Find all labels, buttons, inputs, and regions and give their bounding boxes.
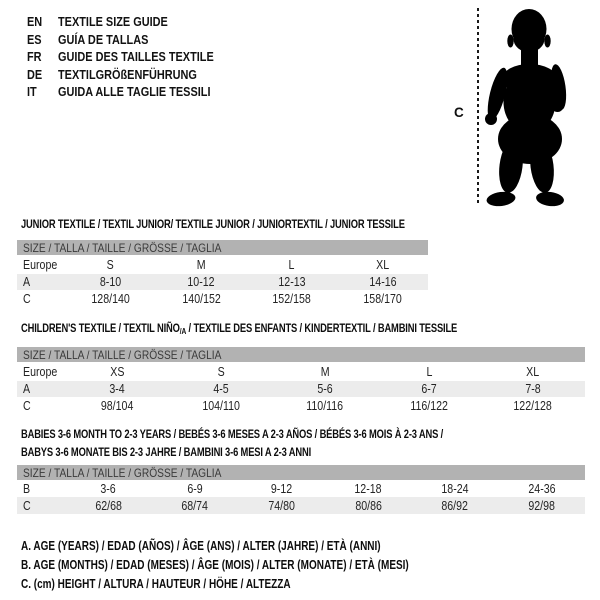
value-cell: 7-8 (525, 382, 541, 396)
row-label: A (23, 275, 31, 289)
value-cell: 14-16 (369, 275, 397, 289)
lang-code: IT (27, 84, 37, 100)
value-cell: 116/122 (410, 399, 448, 413)
toddler-silhouette-icon (478, 6, 570, 208)
size-cell: S (106, 257, 114, 272)
row-label: C (23, 498, 31, 513)
size-header-bar: SIZE / TALLA / TAILLE / GRÖSSE / TAGLIA (17, 240, 428, 255)
lang-code: ES (27, 31, 42, 47)
size-cell: XL (376, 257, 390, 272)
row-label: B (23, 481, 31, 496)
size-cell: M (196, 257, 206, 272)
lang-label: GUÍA DE TALLAS (58, 31, 149, 47)
subscript-a: /A (179, 326, 187, 336)
lang-code: DE (27, 66, 43, 82)
value-cell: 12-18 (354, 481, 382, 496)
table-row-age (17, 381, 585, 397)
babies-size-table (17, 465, 585, 514)
lang-label: GUIDA ALLE TAGLIE TESSILI (58, 84, 211, 100)
lang-code: EN (27, 14, 43, 30)
babies-table-title: BABIES 3-6 MONTH TO 2-3 YEARS / BEBÉS 3-6 MESES A 2-3 AÑOS / BÉBÉS 3-6 MOIS À 2-3 ANS / BABYS 3-6 MONATE BIS 2-3 JAHRE / BAMBINI 3-6 MESI A 2-3 ANNI (21, 427, 444, 459)
value-cell: 86/92 (441, 498, 469, 513)
value-cell: 152/158 (272, 292, 312, 306)
value-cell: 18-24 (441, 481, 469, 496)
value-cell: 122/128 (513, 399, 553, 413)
value-cell: 74/80 (268, 498, 295, 513)
size-header-bar: SIZE / TALLA / TAILLE / GRÖSSE / TAGLIA (17, 347, 585, 362)
legend-notes (21, 536, 506, 594)
lang-row-es (27, 31, 243, 49)
lang-label: GUIDE DES TAILLES TEXTILE (58, 49, 214, 65)
size-cell: S (217, 364, 225, 379)
lang-label: TEXTILE SIZE GUIDE (58, 14, 168, 30)
size-cell: L (288, 257, 295, 272)
value-cell: 8-10 (99, 275, 122, 289)
row-label: Europe (23, 257, 58, 272)
lang-row-en (27, 13, 243, 31)
value-cell: 24-36 (528, 481, 556, 496)
value-cell: 10-12 (187, 275, 215, 289)
children-table-title: CHILDREN'S TEXTILE / TEXTIL NIÑO/A / TEXTILE DES ENFANTS / KINDERTEXTIL / BAMBINI TESSILE (21, 321, 458, 336)
table-row-europe (17, 362, 585, 381)
size-cell: XL (526, 364, 540, 379)
lang-label: TEXTILGRÖßENFÜHRUNG (58, 66, 197, 82)
size-cell: L (426, 364, 432, 379)
value-cell: 5-6 (317, 382, 333, 396)
value-cell: 98/104 (100, 399, 134, 413)
note-age-years: A. AGE (YEARS) / EDAD (AÑOS) / ÂGE (ANS) / ALTER (JAHRE) / ETÀ (ANNI) (21, 538, 381, 553)
value-cell: 110/116 (306, 399, 344, 413)
height-measure-label: C (454, 105, 464, 120)
value-cell: 12-13 (278, 275, 306, 289)
row-label: C (23, 292, 31, 306)
lang-row-it (27, 83, 243, 101)
row-label: A (23, 382, 31, 396)
value-cell: 9-12 (271, 481, 293, 496)
children-size-table (17, 347, 585, 415)
value-cell: 68/74 (181, 498, 209, 513)
value-cell: 6-7 (421, 382, 437, 396)
value-cell: 62/68 (95, 498, 122, 513)
lang-code: FR (27, 49, 42, 65)
size-cell: M (320, 364, 330, 379)
value-cell: 158/170 (363, 292, 402, 306)
row-label: C (23, 399, 31, 413)
value-cell: 128/140 (91, 292, 130, 306)
table-row-months (17, 480, 585, 497)
table-row-europe (17, 255, 428, 274)
table-row-age (17, 274, 428, 290)
value-cell: 92/98 (528, 498, 555, 513)
size-cell: XS (109, 364, 125, 379)
note-height-cm: C. (cm) HEIGHT / ALTURA / HAUTEUR / HÖHE / ALTEZZA (21, 577, 291, 592)
value-cell: 140/152 (181, 292, 221, 306)
junior-size-table (17, 240, 428, 308)
lang-row-de (27, 66, 243, 84)
size-header-bar: SIZE / TALLA / TAILLE / GRÖSSE / TAGLIA (17, 465, 585, 480)
value-cell: 80/86 (355, 498, 382, 513)
table-row-height (17, 397, 585, 415)
value-cell: 3-4 (109, 382, 125, 396)
value-cell: 104/110 (202, 399, 240, 413)
row-label: Europe (23, 364, 58, 379)
value-cell: 6-9 (187, 481, 203, 496)
lang-row-fr (27, 48, 243, 66)
value-cell: 4-5 (213, 382, 229, 396)
table-row-height (17, 497, 585, 514)
table-row-height (17, 290, 428, 308)
value-cell: 3-6 (100, 481, 117, 496)
language-list (27, 13, 243, 101)
note-age-months: B. AGE (MONTHS) / EDAD (MESES) / ÂGE (MOIS) / ALTER (MONATE) / ETÀ (MESI) (21, 557, 409, 572)
junior-table-title: JUNIOR TEXTILE / TEXTIL JUNIOR/ TEXTILE JUNIOR / JUNIORTEXTIL / JUNIOR TESSILE (21, 217, 405, 231)
